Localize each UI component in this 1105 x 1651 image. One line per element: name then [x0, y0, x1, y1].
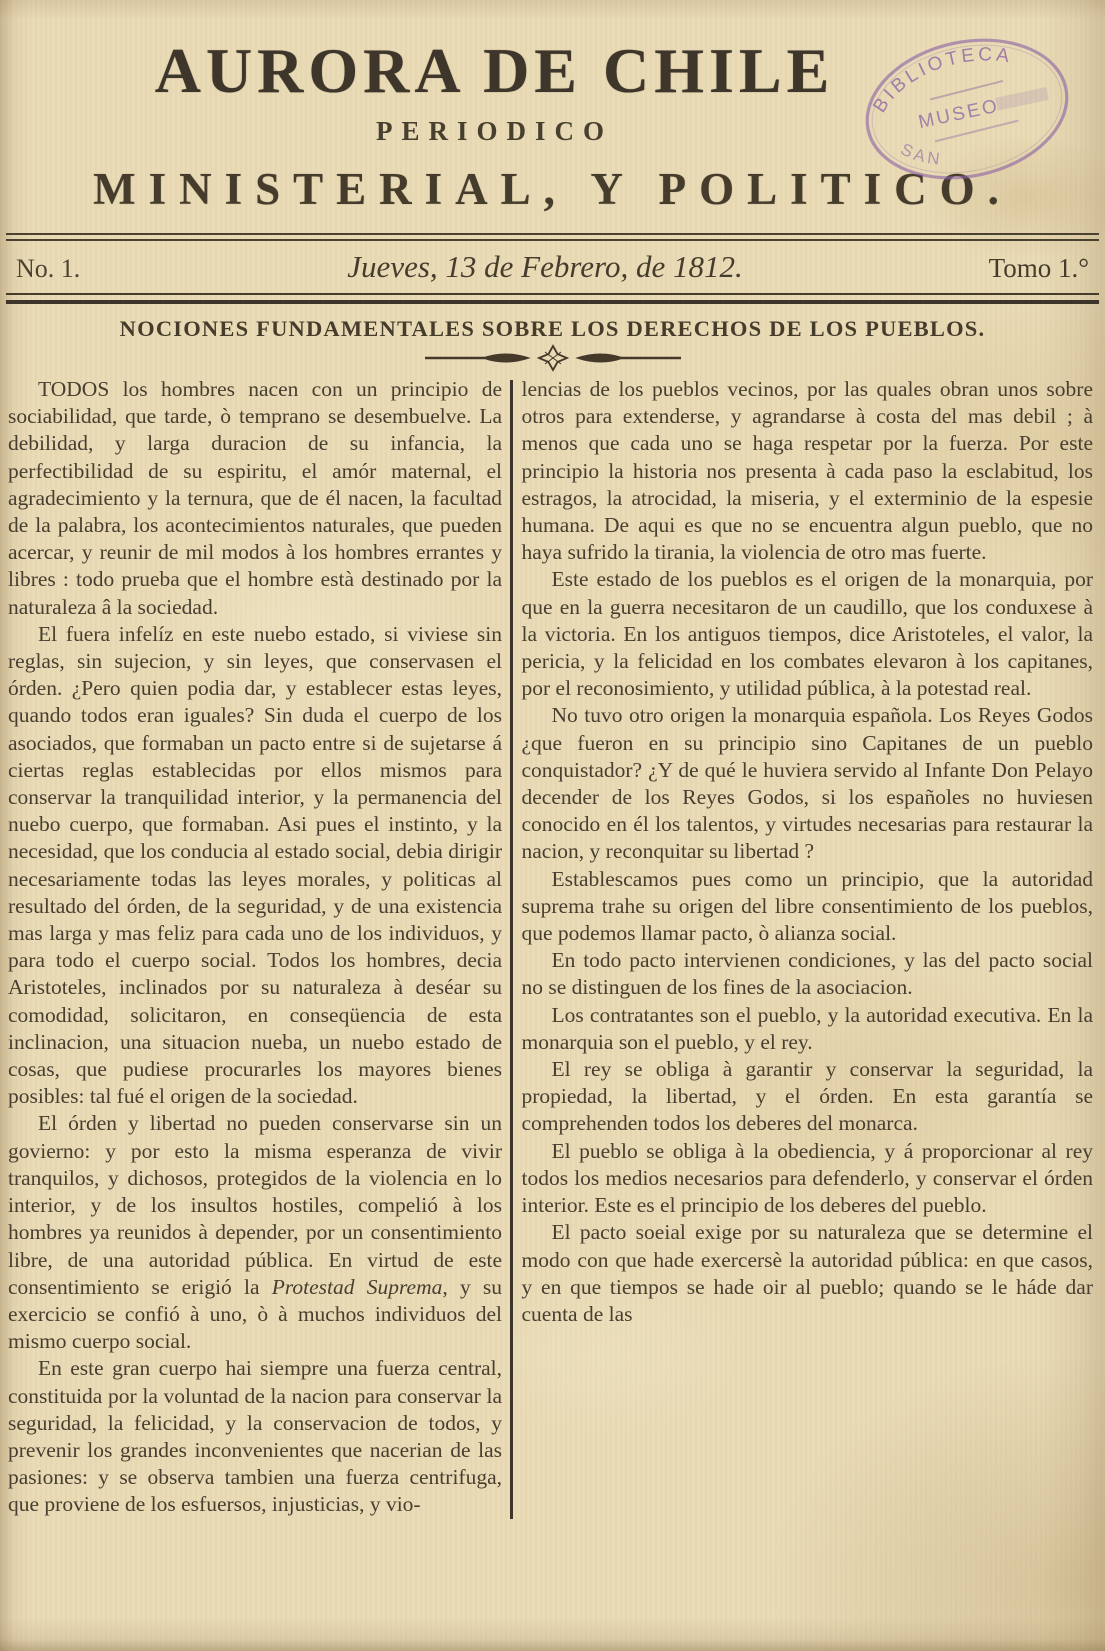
issue-date: Jueves, 13 de Febrero, de 1812.: [347, 249, 743, 284]
svg-text:SAN: [895, 132, 948, 177]
paragraph: En este gran cuerpo hai siempre una fuerza central, constituida por la voluntad de la nacion para conservar la seguridad, la felicidad, y la conservacion de todos, y prevenir los grandes inconvenientes que nacerian de las pasiones: y se observa tambien una fuerza centrifuga, que proviene de los esfuersos, injusticias, y vio-: [8, 1356, 502, 1517]
divider-rule-bottom: [6, 293, 1099, 304]
volume-number: Tomo 1.°: [988, 253, 1089, 283]
paragraph: El pueblo se obliga à la obediencia, y á proporcionar al rey todos los medios necesarios para defenderlo, y conservar el órden interior. Este es el principio de los deberes del pueblo.: [521, 1138, 1093, 1218]
stamp-text-top: BIBLIOTECA: [869, 44, 1014, 117]
stamp-text-center: MUSEO: [916, 95, 1002, 134]
masthead: [0, 0, 1105, 215]
paragraph: El fuera infelíz en este nuebo estado, si viviese sin reglas, sin sujecion, y sin leyes, que conservasen el órden. ¿Pero quien podia dar, y establecer estas leyes, quando todos eran iguales? Sin duda el cuerpo de los asociados, que formaban un pacto entre si de sujetarse á ciertas reglas establecidas por ellos mismos para conservar la tranquilidad interior, y la permanencia del nuebo cuerpo, que formaban. Asi pues el instinto, y la necesidad, que los conducia al estado social, debia dirigir necesariamente todas las leyes morales, y politicas al resultado del órden, de la seguridad, y de una existencia mas larga y mas feliz para cada uno de los individuos, y para todo el cuerpo social. Todos los hombres, decia Aristoteles, inclinados por su naturaleza à deséar su comodidad, solicitaron, en conseqüencia de esta inclinacion, una situacion nueba, un nuebo estado de cosas, que pudiese procurarles los mayores bienes posibles: tal fué el origen de la sociedad.: [8, 621, 502, 1109]
paragraph: El pacto soeial exige por su naturaleza que se determine el modo con que hade exercersè la autoridad pública: en que casos, y en que tiempos se hade oir al pueblo; quando se le háde dar cuenta de las: [521, 1220, 1093, 1326]
column-divider: [510, 380, 513, 1519]
paragraph: Los contratantes son el pueblo, y la autoridad executiva. En la monarquia son el pueblo, y el rey.: [521, 1002, 1093, 1054]
ornament-icon: [423, 344, 683, 372]
masthead-subtitle-periodico: PERIODICO: [375, 116, 613, 146]
dateline: [0, 241, 1105, 287]
paragraph: Establescamos pues como un principio, que la autoridad suprema trahe su origen del libre consentimiento de los pueblos, que podemos llamar pacto, ò alianza social.: [521, 866, 1093, 946]
newspaper-title: AURORA DE CHILE: [154, 35, 835, 106]
paragraph: lencias de los pueblos vecinos, por las quales obran unos sobre otros para extenderse, y agrandarse à costa del mas debil ; à menos que cada uno se haga respetar por la fuerza. Por este principio la historia nos presenta à cada paso la esclabitud, los estragos, la atrocidad, la miseria, y el exterminio de la espesie humana. De aqui es que no se encuentra algun pueblo, que no haya sufrido la tirania, la violencia de otro mas fuerte.: [521, 377, 1093, 565]
masthead-subtitle-ministerial: MINISTERIAL, Y POLITICO.: [93, 164, 1012, 214]
paragraph: Este estado de los pueblos es el origen de la monarquia, por que en la guerra necesitaron de un caudillo, que los conduxese à la victoria. En los antiguos tiempos, dice Aristoteles, el valor, la pericia, y la felicidad en los combates elevaron à los capitanes, por el reconosimiento, y utilidad pública, à la potestad real.: [521, 567, 1093, 701]
paragraph: El órden y libertad no pueden conservarse sin un govierno: y por esto la misma esperanza de vivir tranquilos, y dichosos, protegidos de la violencia en lo interior, y de los insultos hostiles, compelió à los hombres ya reunidos à depender, por un consentimiento libre, de una autoridad pública. En virtud de este consentimiento se erigió la Protestad Suprema, y su exercicio se confió à uno, ò à muchos individuos del mismo cuerpo social.: [8, 1111, 503, 1354]
column-left: [8, 376, 502, 1519]
paragraph: TODOS los hombres nacen con un principio de sociabilidad, que tarde, ò temprano se desembuelve. La debilidad, y larga duracion de su infancia, la perfectibilidad de su espiritu, el amór maternal, el agradecimiento y la ternura, que de él nacen, la facultad de la palabra, los acontecimientos naturales, que pueden acercar, y reunir de mil modos à los hombres errantes y libres : todo prueba que el hombre està destinado por la naturaleza â la sociedad.: [8, 377, 502, 619]
article-heading: NOCIONES FUNDAMENTALES SOBRE LOS DERECHOS DE LOS PUEBLOS.: [119, 316, 986, 341]
paragraph: En todo pacto intervienen condiciones, y las del pacto social no se distinguen de los fines de la asociacion.: [521, 948, 1093, 1000]
divider-rule-top: [6, 233, 1099, 241]
paragraph: El rey se obliga à garantir y conservar la seguridad, la propiedad, la libertad, y el órden. En esta garantía se comprehenden todos los deberes del monarca.: [521, 1057, 1093, 1136]
column-right: [522, 376, 1094, 1519]
stamp-text-bottom: SAN: [897, 139, 944, 169]
ornament-divider: [0, 344, 1105, 376]
paragraph: No tuvo otro origen la monarquia española. Los Reyes Godos ¿que fueron en su principio sino Capitanes de un pueblo conquistador? ¿Y de qué le huviera servido al Infante Don Pelayo decender de los Reyes Godos, si los españoles no huviesen conocido en él los talentos, y virtudes necesarias para restaurar la nacion, y reconquitar su libertad ?: [521, 703, 1093, 864]
article-body: [0, 376, 1105, 1519]
issue-number: No. 1.: [16, 254, 81, 283]
